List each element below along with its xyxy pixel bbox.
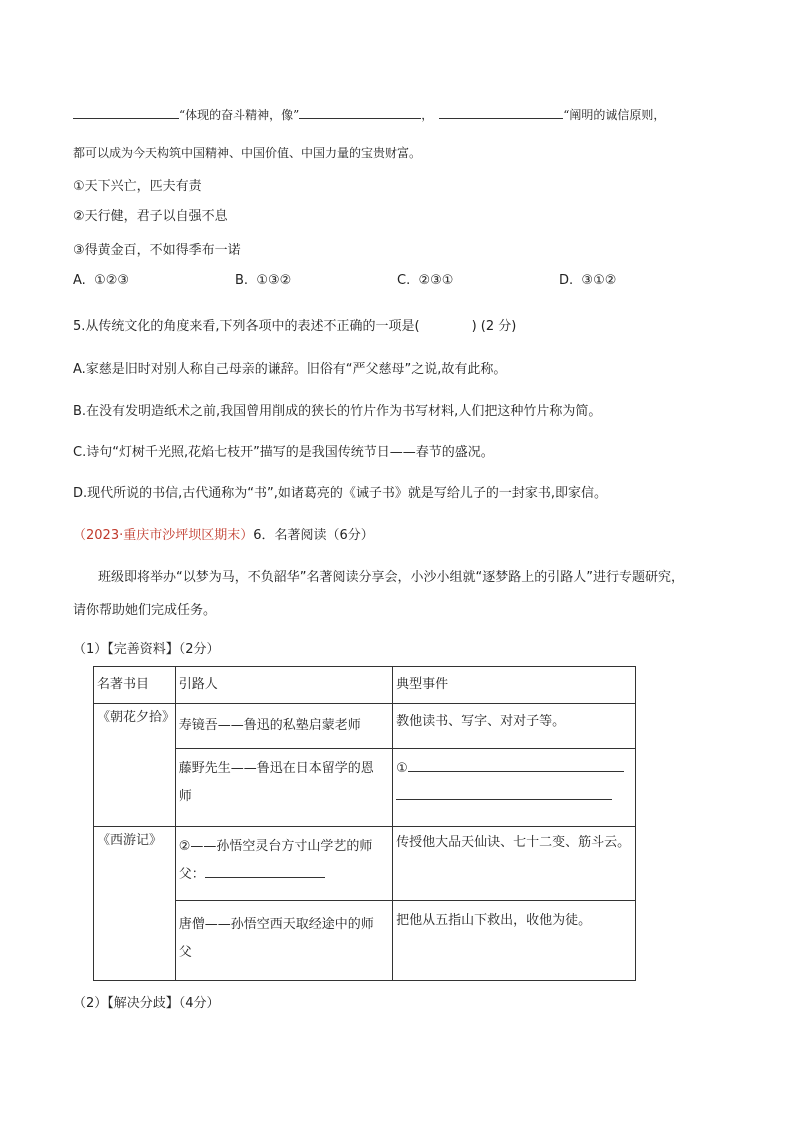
answer-blank-event[interactable] — [408, 771, 624, 772]
q5-option-d[interactable]: D.现代所说的书信,古代通称为“书”,如诸葛亮的《诫子书》就是写给儿子的一封家书,即家信。 — [73, 486, 608, 501]
header-event: 典型事件 — [393, 667, 636, 704]
q6-source: （2023·重庆市沙坪坝区期末） — [73, 528, 254, 543]
q4-option-a[interactable]: A. ①②③ — [73, 273, 130, 288]
table-row — [94, 749, 636, 827]
answer-blank-2[interactable] — [299, 106, 421, 119]
header-guide: 引路人 — [175, 667, 392, 704]
guide-cell: 唐僧——孙悟空西天取经途中的师 父 — [175, 901, 392, 981]
event-cell: ① — [393, 749, 636, 827]
answer-blank-3[interactable] — [439, 106, 563, 119]
event-cell: 把他从五指山下救出，收他为徒。 — [393, 901, 636, 981]
book-cell: 《朝花夕拾》 — [94, 704, 176, 827]
answer-blank-1[interactable] — [73, 106, 179, 119]
table-row — [94, 901, 636, 981]
q6-sub2-heading: （2）【解决分歧】（4分） — [73, 996, 220, 1011]
book-cell: 《西游记》 — [94, 827, 176, 981]
q6-intro-line1: 班级即将举办“以梦为马，不负韶华”名著阅读分享会，小沙小组就“逐梦路上的引路人”进行专题研究， — [98, 570, 684, 585]
reading-table — [93, 666, 636, 981]
q4-option-d[interactable]: D. ③①② — [559, 273, 617, 288]
event-cell: 教他读书、写字、对对子等。 — [393, 704, 636, 749]
q5-stem: 5.从传统文化的角度来看,下列各项中的表述不正确的一项是( ) (2 分) — [73, 319, 517, 334]
q6-intro-line2: 请你帮助她们完成任务。 — [73, 603, 217, 618]
q4-option-c[interactable]: C. ②③① — [397, 273, 454, 288]
table-row — [94, 704, 636, 749]
table-row — [94, 827, 636, 901]
q4-item-1: ①天下兴亡，匹夫有责 — [73, 179, 202, 194]
q6-title: 6．名著阅读（6分） — [253, 528, 374, 543]
guide-cell: 寿镜吾——鲁迅的私塾启蒙老师 — [175, 704, 392, 749]
q6-sub1-heading: （1）【完善资料】（2分） — [73, 642, 220, 657]
q5-option-a[interactable]: A.家慈是旧时对别人称自己母亲的谦辞。旧俗有“严父慈母”之说,故有此称。 — [73, 362, 507, 377]
event-cell: 传授他大品天仙诀、七十二变、筋斗云。 — [393, 827, 636, 901]
q4-item-3: ③得黄金百，不如得季布一诺 — [73, 243, 241, 258]
q4-item-2: ②天行健，君子以自强不息 — [73, 209, 228, 224]
answer-blank-event-2[interactable] — [396, 799, 612, 800]
q4-option-b[interactable]: B. ①③② — [235, 273, 292, 288]
table-header-row — [94, 667, 636, 704]
q6-heading — [73, 524, 374, 543]
header-book: 名著书目 — [94, 667, 176, 704]
q4-sentence-line2: 都可以成为今天构筑中国精神、中国价值、中国力量的宝贵财富。 — [73, 146, 422, 160]
answer-blank-teacher[interactable] — [205, 877, 325, 878]
q4-sentence-line1: “体现的奋斗精神，像” ， “阐明的诚信原则， — [73, 106, 665, 123]
guide-cell: 藤野先生——鲁迅在日本留学的恩 师 — [175, 749, 392, 827]
q5-option-b[interactable]: B.在没有发明造纸术之前,我国曾用削成的狭长的竹片作为书写材料,人们把这种竹片称为简。 — [73, 404, 602, 419]
guide-cell: ②——孙悟空灵台方寸山学艺的师 父： — [175, 827, 392, 901]
q5-option-c[interactable]: C.诗句“灯树千光照,花焰七枝开”描写的是我国传统节日——春节的盛况。 — [73, 445, 494, 460]
